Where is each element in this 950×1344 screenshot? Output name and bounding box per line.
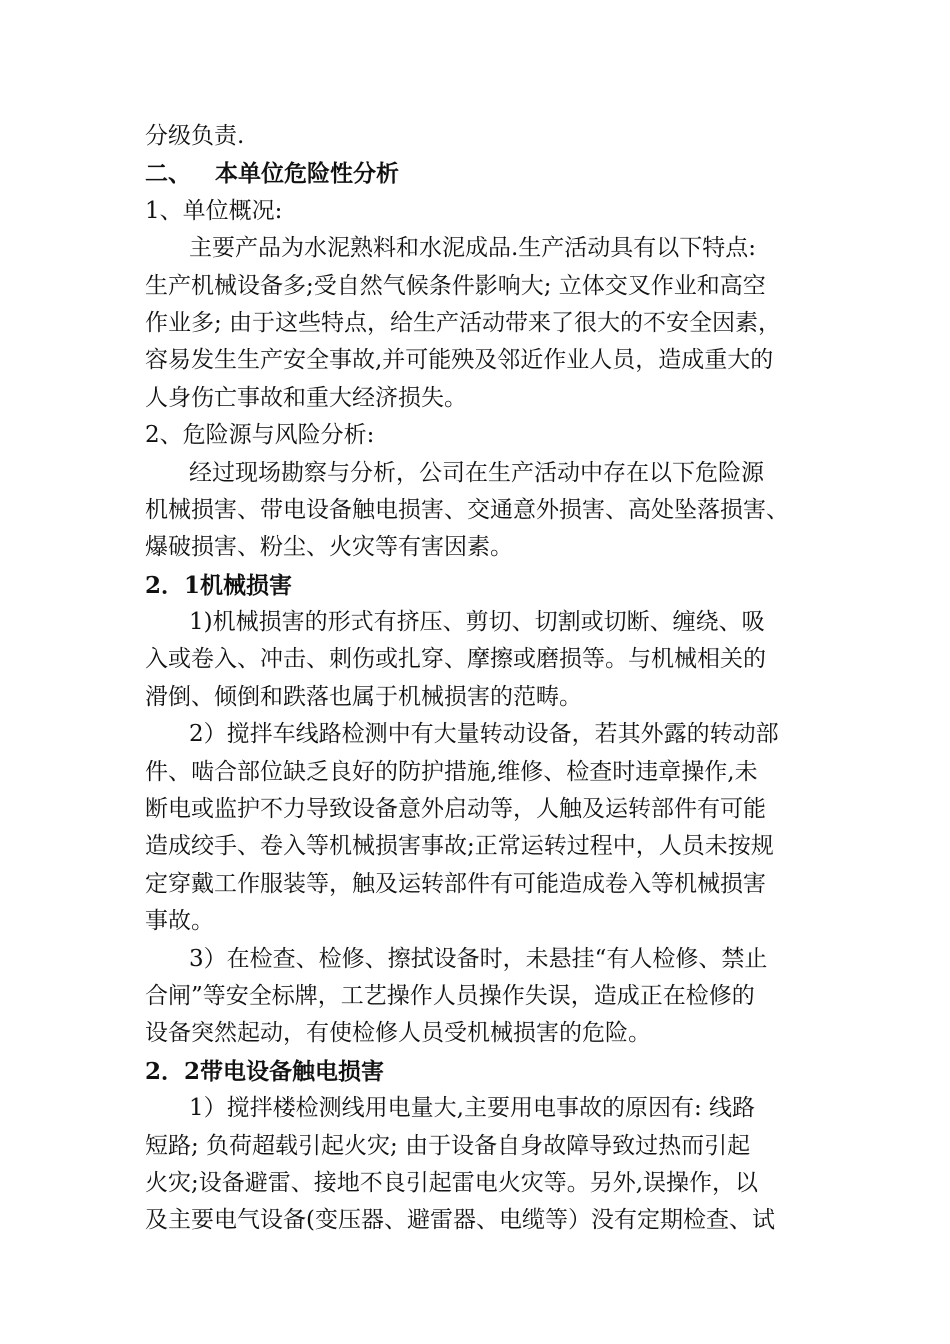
paragraph-line: 滑倒、倾倒和跌落也属于机械损害的范畴。 (145, 683, 582, 710)
paragraph-line: 主要产品为水泥熟料和水泥成品.生产活动具有以下特点: (189, 235, 757, 262)
paragraph-line: 1）搅拌楼检测线用电量大,主要用电事故的原因有: 线路 (189, 1095, 756, 1122)
paragraph-line: 生产机械设备多;受自然气候条件影响大; 立体交叉作业和高空 (145, 272, 766, 299)
paragraph-line: 人身伤亡事故和重大经济损失。 (145, 384, 467, 411)
section-heading-2-1: 2．1机械损害 (145, 571, 293, 599)
paragraph-line: 经过现场勘察与分析，公司在生产活动中存在以下危险源 (189, 459, 764, 486)
paragraph-line: 合闸”等安全标牌，工艺操作人员操作失误，造成正在检修的 (145, 982, 755, 1009)
paragraph-line: 事故。 (145, 908, 214, 935)
paragraph-line: 断电或监护不力导致设备意外启动等，人触及运转部件有可能 (145, 796, 766, 823)
paragraph-line: 火灾;设备避雷、接地不良引起雷电火灾等。另外,误操作，以 (145, 1169, 759, 1196)
paragraph-line: 2）搅拌车线路检测中有大量转动设备，若其外露的转动部 (189, 721, 779, 748)
paragraph-line: 1)机械损害的形式有挤压、剪切、切割或切断、缠绕、吸 (189, 609, 765, 636)
subsection-heading-unit-overview: 1、单位概况: (145, 197, 283, 224)
paragraph-line: 短路; 负荷超载引起火灾; 由于设备自身故障导致过热而引起 (145, 1132, 751, 1159)
paragraph-line: 3）在检查、检修、擦拭设备时，未悬挂“有人检修、禁止 (189, 945, 768, 972)
paragraph-line: 设备突然起动，有使检修人员受机械损害的危险。 (145, 1020, 651, 1047)
subsection-heading-hazard-analysis: 2、危险源与风险分析: (145, 422, 375, 449)
paragraph-line: 机械损害、带电设备触电损害、交通意外损害、高处坠落损害、 (145, 496, 789, 523)
paragraph-line: 容易发生生产安全事故,并可能殃及邻近作业人员，造成重大的 (145, 347, 774, 374)
text-line-1: 分级负责. (145, 123, 245, 149)
paragraph-line: 及主要电气设备(变压器、避雷器、电缆等）没有定期检查、试 (145, 1207, 775, 1234)
paragraph-line: 造成绞手、卷入等机械损害事故;正常运转过程中，人员未按规 (145, 833, 774, 860)
paragraph-line: 定穿戴工作服装等，触及运转部件有可能造成卷入等机械损害 (145, 870, 766, 897)
section-heading-2-2: 2．2带电设备触电损害 (145, 1057, 385, 1085)
section-heading-2: 二、 本单位危险性分析 (145, 160, 400, 188)
paragraph-line: 爆破损害、粉尘、火灾等有害因素。 (145, 534, 513, 561)
document-page (145, 118, 811, 1240)
paragraph-line: 入或卷入、冲击、刺伤或扎穿、摩擦或磨损等。与机械相关的 (145, 646, 766, 673)
paragraph-line: 作业多; 由于这些特点，给生产活动带来了很大的不安全因素， (145, 309, 782, 336)
paragraph-line: 件、啮合部位缺乏良好的防护措施,维修、检查时违章操作,未 (145, 758, 758, 785)
